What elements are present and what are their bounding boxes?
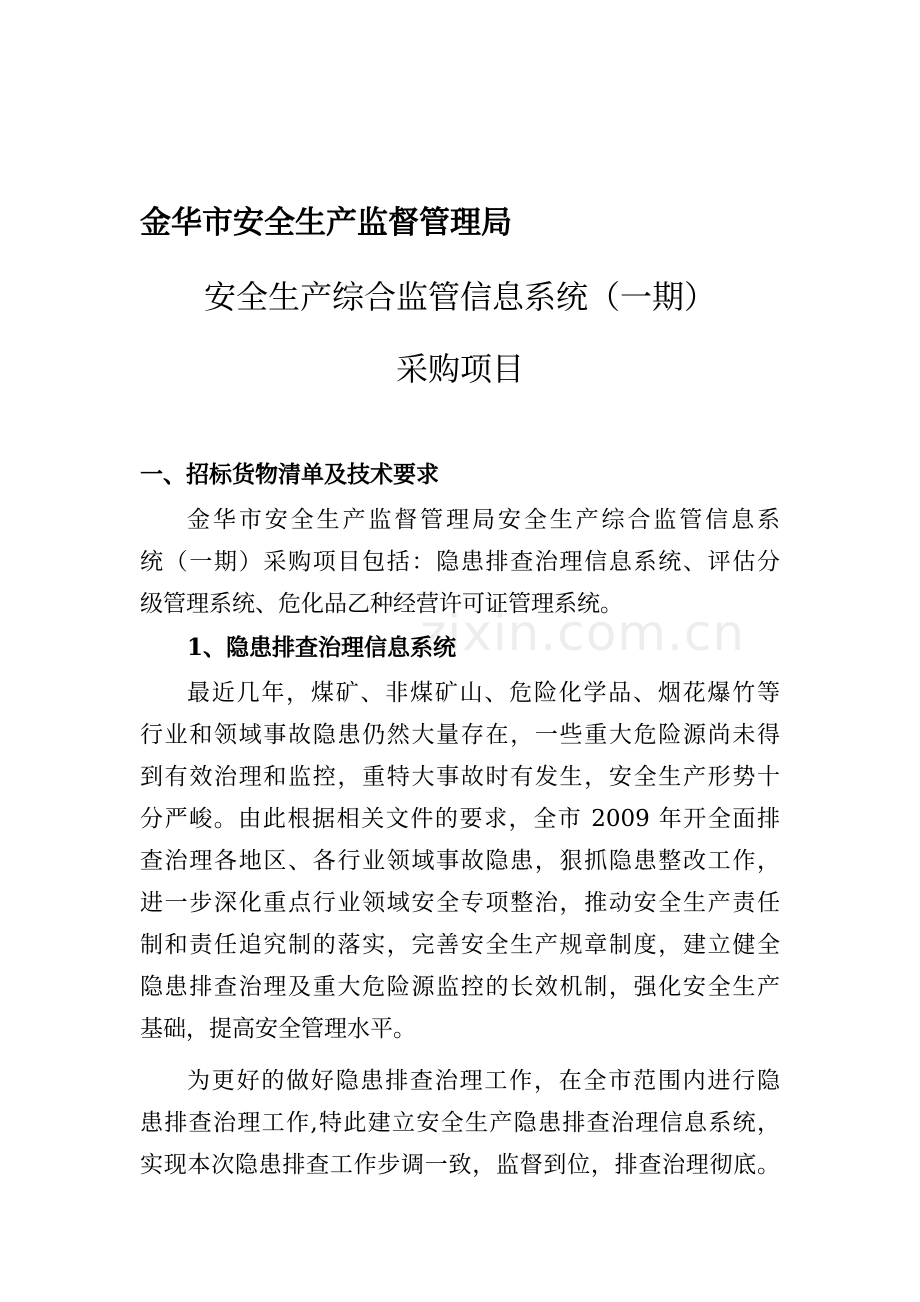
paragraph-line: 分严峻。由此根据相关文件的要求，全市 2009 年开全面排 — [140, 806, 780, 832]
paragraph-line: 隐患排查治理及重大危险源监控的长效机制，强化安全生产 — [140, 974, 780, 1000]
intro-line: 金华市安全生产监督管理局安全生产综合监管信息系 — [187, 507, 780, 533]
paragraph-line: 行业和领域事故隐患仍然大量存在，一些重大危险源尚未得 — [140, 722, 780, 748]
system-title: 安全生产综合监管信息系统（一期） — [203, 278, 716, 316]
paragraph-line: 进一步深化重点行业领域安全专项整治，推动安全生产责任 — [140, 890, 780, 916]
org-title: 金华市安全生产监督管理局 — [140, 205, 512, 241]
intro-line: 级管理系统、危化品乙种经营许可证管理系统。 — [140, 591, 623, 617]
paragraph-line: 制和责任追究制的落实，完善安全生产规章制度，建立健全 — [140, 932, 780, 958]
paragraph-line: 实现本次隐患排查工作步调一致，监督到位，排查治理彻底。 — [140, 1152, 780, 1178]
paragraph-line: 为更好的做好隐患排查治理工作，在全市范围内进行隐 — [187, 1068, 780, 1094]
intro-line: 统（一期）采购项目包括：隐患排查治理信息系统、评估分 — [140, 549, 780, 575]
section-heading: 一、招标货物清单及技术要求 — [140, 461, 439, 488]
system-subtitle: 采购项目 — [395, 350, 524, 388]
paragraph-line: 基础，提高安全管理水平。 — [140, 1016, 416, 1042]
paragraph-line: 查治理各地区、各行业领域事故隐患，狠抓隐患整改工作， — [140, 848, 780, 874]
paragraph-line: 患排查治理工作,特此建立安全生产隐患排查治理信息系统， — [140, 1110, 780, 1136]
paragraph-line: 到有效治理和监控，重特大事故时有发生，安全生产形势十 — [140, 764, 780, 790]
paragraph-line: 最近几年，煤矿、非煤矿山、危险化学品、烟花爆竹等 — [187, 680, 780, 706]
watermark: zixin.com.cn — [420, 604, 746, 662]
subsection-heading: 1、隐患排查治理信息系统 — [187, 634, 457, 661]
